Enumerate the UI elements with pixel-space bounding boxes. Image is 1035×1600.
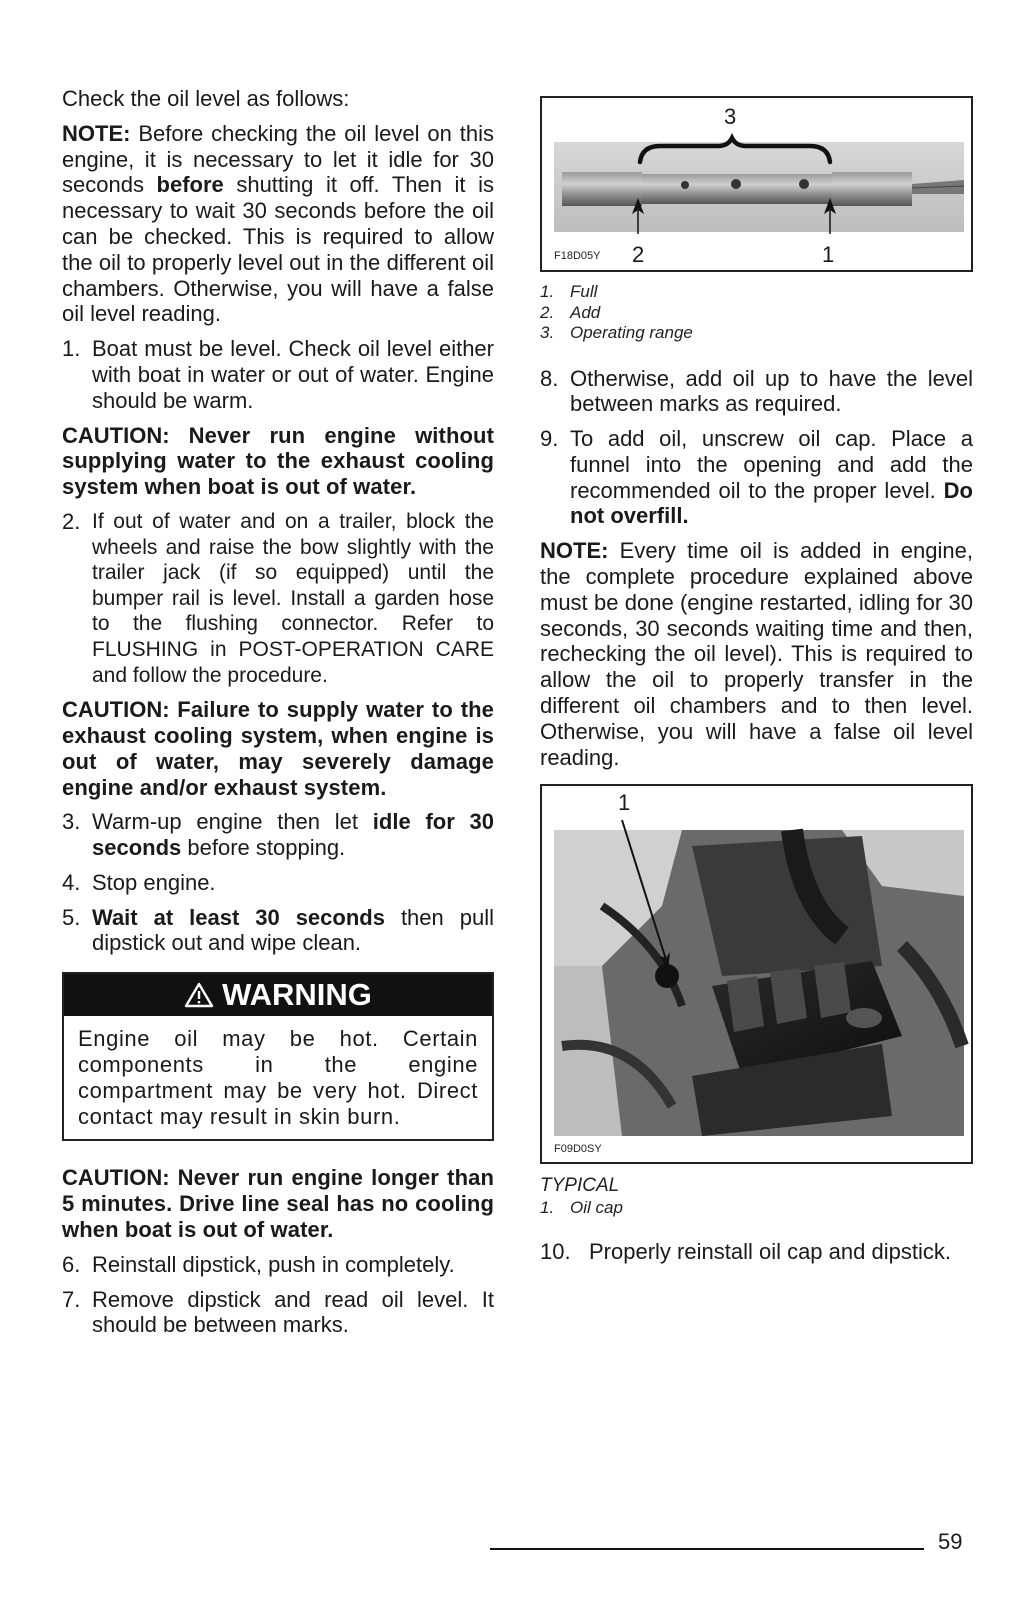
warning-text: Engine oil may be hot. Certain components in the engine compartment may be very hot. Direct contact may result in skin burn. (78, 1026, 478, 1129)
note-2-paragraph (540, 538, 973, 770)
engine-photo-figure (540, 784, 973, 1164)
step-text: Otherwise, add oil up to have the level between marks as required. (570, 365, 973, 417)
step-number: 9. (540, 426, 559, 452)
page-number: 59 (938, 1529, 963, 1554)
caution-1 (62, 423, 494, 500)
callout-3: 3 (724, 104, 737, 129)
note-text: Every time oil is added in engine, the complete procedure explained above must be done (engine restarted, idling for 30 seconds, 30 seconds waiting time and then, rechecking the oil level). This is required to allow the oil to properly transfer in the different oil chambers and to then level. Otherwise, you will have a false oil level reading. (540, 538, 973, 770)
step-number: 4. (62, 869, 81, 895)
step-10 (540, 1239, 973, 1265)
step-6 (62, 1252, 494, 1278)
caution-3 (62, 1165, 494, 1242)
step-text: Properly reinstall oil cap and dipstick. (589, 1238, 951, 1264)
intro-text: Check the oil level as follows: (62, 86, 350, 111)
caption-item: 2. Add (540, 302, 601, 322)
warning-triangle-icon (184, 977, 214, 1019)
note-emphasis: before (156, 172, 224, 198)
caution-label: CAUTION: (62, 422, 170, 448)
figure-code: F18D05Y (554, 250, 601, 262)
dipstick-figure (540, 96, 973, 272)
step-number: 7. (62, 1286, 81, 1312)
engine-photo (542, 786, 971, 1162)
step-text: Remove dipstick and read oil level. It should be between marks. (92, 1286, 494, 1338)
caution-label: CAUTION: (62, 1165, 170, 1191)
step-text: Boat must be level. Check oil level either with boat in water or out of water. Engine should be warm. (92, 336, 494, 413)
caption-item: 1. Oil cap (540, 1198, 623, 1218)
left-column (62, 86, 494, 1347)
step-text: Wait at least 30 seconds then pull dipstick out and wipe clean. (92, 904, 494, 956)
note-label: NOTE: (540, 538, 609, 564)
step-2 (62, 509, 494, 688)
step-number: 8. (540, 365, 559, 391)
warning-header (64, 974, 492, 1016)
caution-text: Never run engine longer than 5 minutes. Drive line seal has no cooling when boat is out of water. (62, 1165, 494, 1243)
warning-title: WARNING (222, 977, 372, 1013)
figure-code: F09D0SY (554, 1143, 602, 1156)
callout-2: 2 (632, 242, 645, 267)
step-text: To add oil, unscrew oil cap. Place a funnel into the opening and add the recommended oil to the proper level. Do not overfill. (570, 426, 973, 529)
step-number: 5. (62, 904, 81, 930)
step-5 (62, 905, 494, 957)
callout-1: 1 (618, 790, 631, 816)
typical-label: TYPICAL (540, 1175, 620, 1197)
step-text: Warm-up engine then let idle for 30 seconds before stopping. (92, 809, 495, 861)
note-paragraph (62, 121, 494, 327)
step-7 (62, 1287, 494, 1339)
caution-text: Failure to supply water to the exhaust cooling system, when engine is out of water, may severely damage engine and/or exhaust system. (62, 697, 495, 800)
caption-item: 3. Operating range (540, 323, 693, 342)
note-text-2: shutting it off. Then it is necessary to wait 30 seconds before the oil can be checked. This is required to allow the oil to properly level out in the different oil chambers. Otherwise, you will have a false oil level reading. (62, 172, 494, 327)
step-number: 2. (62, 508, 81, 534)
step-9 (540, 426, 973, 529)
right-column (540, 96, 973, 1274)
warning-box (62, 972, 494, 1141)
step-number: 3. (62, 809, 81, 835)
note-text-1: Before checking the oil level on this engine, it is necessary to let it idle for 30 seconds (62, 120, 494, 198)
figure-1-captions (540, 282, 973, 344)
caption-item: 1. Full (540, 282, 598, 301)
note-label: NOTE: (62, 120, 131, 146)
caution-2 (62, 697, 494, 800)
step-text: If out of water and on a trailer, block the wheels and raise the bow slightly with the trailer jack (if so equipped) until the bumper rail is level. Install a garden hose to the flushing connector. Refer to FLUSHING in POST-OPERATION CARE and follow the procedure. (92, 509, 494, 687)
step-number: 10. (540, 1238, 571, 1264)
footer-rule (490, 1548, 924, 1550)
caution-text: Never run engine without supplying water to the exhaust cooling system when boat is out of water. (62, 422, 494, 500)
step-4 (62, 870, 494, 896)
step-number: 1. (62, 336, 81, 362)
step-8 (540, 366, 973, 418)
step-number: 6. (62, 1251, 81, 1277)
caution-label: CAUTION: (62, 697, 170, 723)
step-text: Reinstall dipstick, push in completely. (92, 1251, 455, 1277)
figure-2-captions (540, 1174, 973, 1219)
step-1 (62, 336, 494, 413)
dipstick-illustration (542, 98, 971, 270)
step-3 (62, 809, 494, 861)
step-text: Stop engine. (92, 869, 216, 895)
callout-1: 1 (822, 242, 835, 267)
